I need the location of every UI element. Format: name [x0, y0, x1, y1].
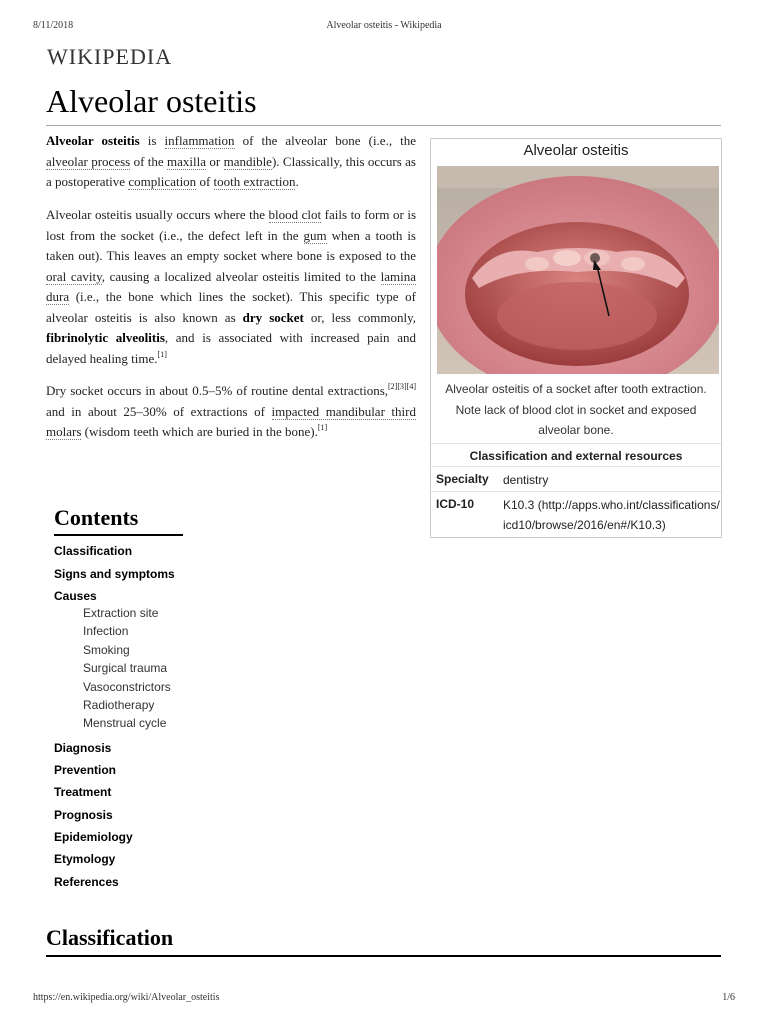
toc-subitem[interactable]: Vasoconstrictors	[83, 680, 171, 694]
text-run: or	[206, 153, 224, 169]
wiki-link[interactable]: tooth extraction	[213, 174, 296, 189]
intro-paragraph-1	[46, 131, 416, 193]
toc-subitem[interactable]: Infection	[83, 624, 129, 638]
infobox-label: ICD-10	[436, 497, 475, 511]
wiki-link[interactable]: mandible	[223, 153, 272, 169]
mouth-photo-image	[437, 166, 719, 374]
page-title: Alveolar osteitis	[46, 83, 257, 119]
toc-item[interactable]: Classification	[54, 544, 133, 558]
section-divider	[46, 955, 721, 957]
toc-subitem[interactable]: Radiotherapy	[83, 698, 155, 712]
wiki-link[interactable]: blood clot	[268, 207, 322, 222]
infobox-title: Alveolar osteitis	[523, 142, 629, 159]
wiki-link[interactable]: inflammation	[164, 133, 235, 148]
infobox-value[interactable]: K10.3 (http://apps.who.int/classifications/icd10/browse/2016/en#/K10.3)	[503, 498, 720, 532]
text-run: of the alveolar bone (i.e., the	[234, 133, 417, 148]
toc-subitem[interactable]: Extraction site	[83, 606, 159, 620]
citation-ref[interactable]: [1]	[157, 349, 167, 359]
text-run: , causing a localized alveolar osteitis limited to the	[101, 268, 381, 284]
text-run: of	[196, 174, 214, 189]
infobox-section-header: Classification and external resources	[431, 443, 721, 467]
infobox-photo[interactable]	[437, 166, 719, 374]
toc-item[interactable]: Signs and symptoms	[54, 567, 175, 581]
text-run: fails to form or is lost from the socket (i.e., the defect left in the	[46, 207, 416, 243]
table-of-contents	[54, 505, 254, 889]
wiki-link[interactable]: gum	[303, 227, 327, 243]
toc-subitem[interactable]: Surgical trauma	[83, 661, 168, 675]
toc-subitem[interactable]: Smoking	[83, 643, 130, 657]
toc-subitem[interactable]: Menstrual cycle	[83, 716, 167, 730]
infobox-caption: Alveolar osteitis of a socket after tooth extraction. Note lack of blood clot in socket and exposed alveolar bone.	[445, 382, 707, 437]
text-run: and in about 25–30% of extractions of	[46, 403, 272, 419]
citation-ref[interactable]: [2][3][4]	[388, 382, 416, 391]
wiki-link[interactable]: maxilla	[167, 153, 207, 169]
bold-term: dry socket	[242, 309, 304, 325]
wikipedia-wordmark[interactable]: WIKIPEDIA	[47, 44, 173, 69]
toc-item[interactable]: References	[54, 875, 119, 889]
text-run: of the	[130, 153, 168, 169]
infobox-value[interactable]: dentistry	[503, 473, 549, 487]
toc-item[interactable]: Treatment	[54, 785, 112, 799]
infobox-row-divider	[431, 491, 721, 492]
text-run: (wisdom teeth which are buried in the bone).	[81, 424, 318, 439]
toc-item[interactable]: Epidemiology	[54, 830, 133, 844]
text-run: Dry socket occurs in about 0.5–5% of routine dental extractions,	[46, 383, 389, 398]
text-run: , and is associated with increased pain and delayed healing time.	[46, 330, 416, 366]
text-run: (i.e., the bone which lines the socket). This specific type of alveolar osteitis is also known as	[46, 289, 416, 325]
wiki-link[interactable]: alveolar process	[46, 153, 131, 169]
print-url: https://en.wikipedia.org/wiki/Alveolar_osteitis	[33, 992, 220, 1003]
bold-term: Alveolar osteitis	[46, 133, 140, 148]
citation-ref[interactable]: [1]	[317, 423, 328, 432]
toc-item[interactable]: Diagnosis	[54, 741, 112, 755]
bold-term: fibrinolytic alveolitis	[46, 330, 165, 345]
section-heading-classification: Classification	[46, 925, 174, 950]
text-run: ). Classically, this occurs as a postoperative	[46, 153, 416, 189]
wiki-link[interactable]: impacted mandibular third molars	[46, 403, 416, 439]
intro-paragraph-3	[46, 381, 416, 443]
contents-heading: Contents	[54, 505, 183, 536]
text-run: Alveolar osteitis usually occurs where the	[46, 207, 269, 222]
wiki-link[interactable]: oral cavity	[46, 268, 102, 284]
text-run: is	[139, 133, 165, 148]
print-page-number: 1/6	[722, 992, 735, 1003]
title-divider	[46, 125, 721, 126]
wiki-link[interactable]: complication	[128, 174, 197, 189]
toc-item[interactable]: Prevention	[54, 763, 117, 777]
toc-item[interactable]: Causes	[54, 589, 97, 603]
print-header	[0, 20, 768, 34]
print-date: 8/11/2018	[33, 20, 74, 31]
intro-paragraph-2	[46, 205, 416, 369]
infobox-label: Specialty	[436, 472, 489, 486]
infobox	[430, 138, 722, 538]
text-run: or, less commonly,	[303, 309, 416, 325]
text-run: when a tooth is taken out). This leaves an empty socket where bone is exposed to the	[46, 227, 416, 263]
wiki-link[interactable]: lamina dura	[46, 268, 416, 304]
text-run: .	[295, 174, 299, 189]
print-doc-title: Alveolar osteitis - Wikipedia	[326, 20, 442, 31]
toc-item[interactable]: Etymology	[54, 852, 116, 866]
toc-item[interactable]: Prognosis	[54, 808, 113, 822]
